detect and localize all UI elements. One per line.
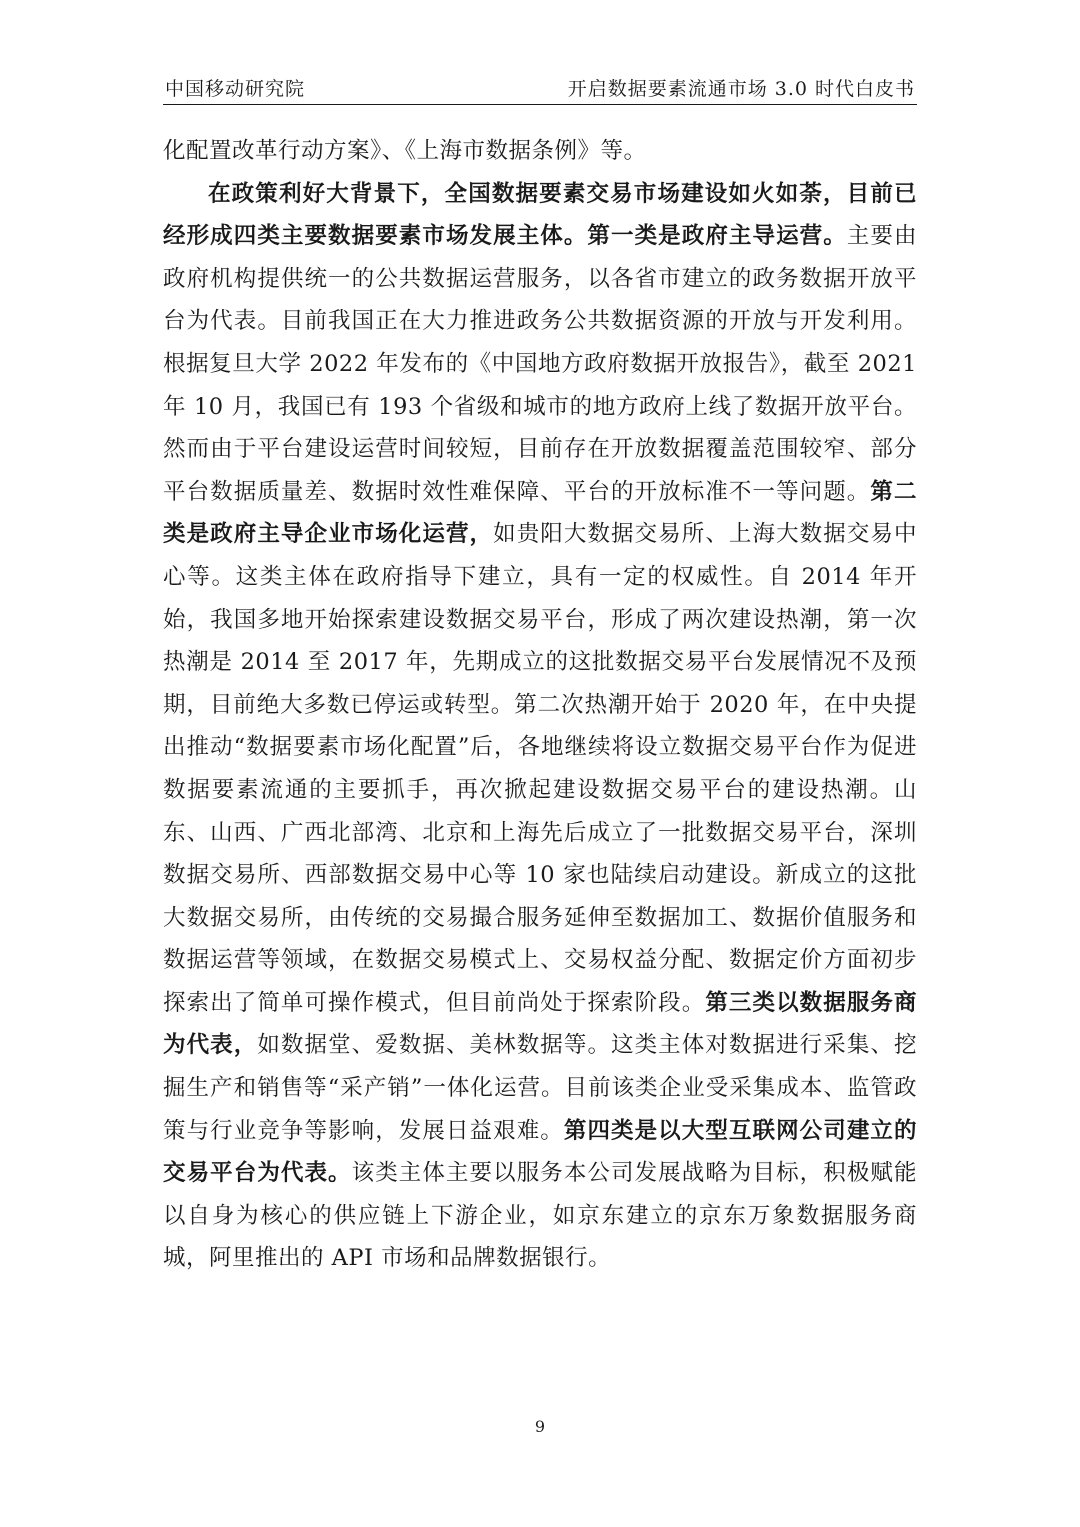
- bold-type-two: 第二类是政府主导企业市场化运营，: [163, 478, 917, 548]
- paragraph-continuation: 化配置改革行动方案》、《上海市数据条例》等。: [163, 138, 647, 164]
- paragraph-market-subjects: [163, 173, 917, 1280]
- header-divider: [163, 104, 917, 105]
- main-text: [163, 130, 917, 1280]
- text-type-two: 如贵阳大数据交易所、上海大数据交易中心等。这类主体在政府指导下建立，具有一定的权威性。自 2014 年开始，我国多地开始探索建设数据交易平台，形成了两次建设热潮，第一次热潮是 2014 至 2017 年，先期成立的这批数据交易平台发展情况不及预期，目前绝大多数已停运或转型。第二次热潮开始于 2020 年，在中央提出推动“数据要素市场化配置”后，各地继续将设立数据交易平台作为促进数据要素流通的主要抓手，再次掀起建设数据交易平台的建设热潮。山东、山西、广西北部湾、北京和上海先后成立了一批数据交易平台，深圳数据交易所、西部数据交易中心等 10 家也陆续启动建设。新成立的这批大数据交易所，由传统的交易撮合服务延伸至数据加工、数据价值服务和数据运营等领域，在数据交易模式上、交易权益分配、数据定价方面初步探索出了简单可操作模式，但目前尚处于探索阶段。: [163, 521, 917, 1016]
- page-number: 9: [534, 1417, 546, 1436]
- text-type-four: 该类主体主要以服务本公司发展战略为目标，积极赋能以自身为核心的供应链上下游企业，如京东建立的京东万象数据服务商城，阿里推出的 API 市场和品牌数据银行。: [163, 1160, 917, 1272]
- bold-intro: 在政策利好大背景下，全国数据要素交易市场建设如火如荼，目前已经形成四类主要数据要素市场发展主体。第一类是政府主导运营。: [163, 180, 917, 250]
- text-type-three: 如数据堂、爱数据、美林数据等。这类主体对数据进行采集、挖掘生产和销售等“采产销”一体化运营。目前该类企业受采集成本、监管政策与行业竞争等影响，发展日益艰难。: [163, 1032, 917, 1144]
- bold-type-three: 第三类以数据服务商为代表，: [163, 989, 917, 1059]
- text-type-one: 主要由政府机构提供统一的公共数据运营服务，以各省市建立的政务数据开放平台为代表。目前我国正在大力推进政务公共数据资源的开放与开发利用。根据复旦大学 2022 年发布的《中国地方政府数据开放报告》，截至 2021 年 10 月，我国已有 193 个省级和城市的地方政府上线了数据开放平台。然而由于平台建设运营时间较短，目前存在开放数据覆盖范围较窄、部分平台数据质量差、数据时效性难保障、平台的开放标准不一等问题。: [163, 223, 917, 505]
- header-document-title: 开启数据要素流通市场 3.0 时代白皮书: [567, 78, 915, 100]
- header-organization: 中国移动研究院: [165, 78, 306, 100]
- bold-type-four: 第四类是以大型互联网公司建立的交易平台为代表。: [163, 1117, 917, 1187]
